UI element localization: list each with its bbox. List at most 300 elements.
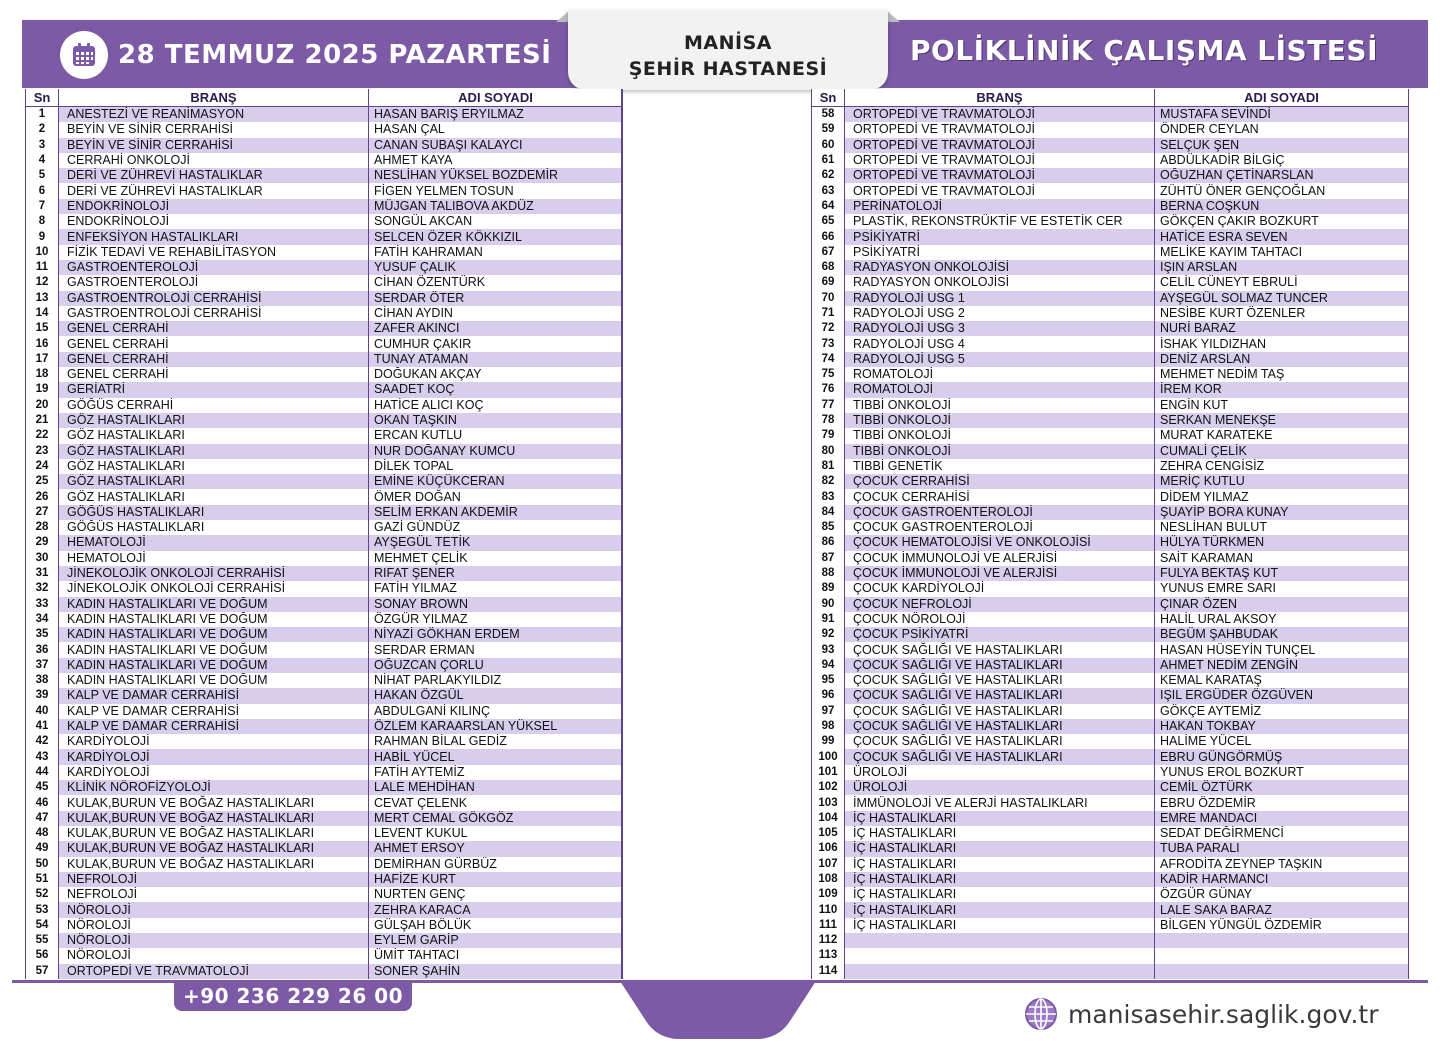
doctor-name-cell: NESLİHAN YÜKSEL BOZDEMİR <box>369 168 623 183</box>
branch-cell: ÇOCUK NÖROLOJİ <box>845 612 1155 627</box>
table-row <box>26 627 623 642</box>
branch-cell: ÇOCUK KARDİYOLOJİ <box>845 581 1155 596</box>
row-number: 89 <box>812 581 845 596</box>
row-number: 55 <box>26 933 59 948</box>
branch-cell: ÇOCUK İMMUNOLOJİ VE ALERJİSİ <box>845 566 1155 581</box>
branch-cell: NÖROLOJİ <box>59 902 369 917</box>
table-row <box>812 505 1409 520</box>
branch-cell: GENEL CERRAHİ <box>59 367 369 382</box>
branch-cell: TIBBİ ONKOLOJİ <box>845 413 1155 428</box>
globe-icon <box>1024 997 1058 1031</box>
doctor-name-cell: LALE SAKA BARAZ <box>1155 902 1409 917</box>
branch-cell: GÖZ HASTALIKLARI <box>59 474 369 489</box>
date-block <box>60 28 551 82</box>
doctor-name-cell: YUNUS EMRE SARI <box>1155 581 1409 596</box>
table-row <box>26 551 623 566</box>
hospital-name-line1: MANİSA <box>684 32 772 54</box>
branch-cell: ENFEKSİYON HASTALIKLARI <box>59 229 369 244</box>
doctor-name-cell: TUBA PARALI <box>1155 841 1409 856</box>
doctor-name-cell: CUMHUR ÇAKIR <box>369 336 623 351</box>
doctor-name-cell: BERNA COŞKUN <box>1155 199 1409 214</box>
branch-cell: KULAK,BURUN VE BOĞAZ HASTALIKLARI <box>59 826 369 841</box>
doctor-name-cell: SERKAN MENEKŞE <box>1155 413 1409 428</box>
doctor-name-cell: SEDAT DEĞİRMENCİ <box>1155 826 1409 841</box>
row-number: 63 <box>812 183 845 198</box>
table-row <box>812 933 1409 948</box>
doctor-name-cell: İSHAK YILDIZHAN <box>1155 336 1409 351</box>
doctor-name-cell: SAADET KOÇ <box>369 382 623 397</box>
row-number: 92 <box>812 627 845 642</box>
table-row <box>812 382 1409 397</box>
row-number: 19 <box>26 382 59 397</box>
table-row <box>812 841 1409 856</box>
row-number: 64 <box>812 199 845 214</box>
table-row <box>812 168 1409 183</box>
table-row <box>26 918 623 933</box>
branch-cell: RADYOLOJİ USG 3 <box>845 321 1155 336</box>
doctor-name-cell: SAİT KARAMAN <box>1155 551 1409 566</box>
row-number: 20 <box>26 398 59 413</box>
doctor-name-cell: HASAN ÇAL <box>369 122 623 137</box>
branch-cell: KARDİYOLOJİ <box>59 765 369 780</box>
table-row <box>26 688 623 703</box>
doctor-name-cell: BİLGEN YÜNGÜL ÖZDEMİR <box>1155 918 1409 933</box>
row-number: 41 <box>26 719 59 734</box>
row-number: 32 <box>26 581 59 596</box>
branch-cell: GENEL CERRAHİ <box>59 352 369 367</box>
doctor-name-cell: MEHMET NEDİM TAŞ <box>1155 367 1409 382</box>
doctor-name-cell: HALİME YÜCEL <box>1155 734 1409 749</box>
table-row <box>26 444 623 459</box>
doctor-name-cell: SELCEN ÖZER KÖKKIZIL <box>369 229 623 244</box>
row-number: 31 <box>26 566 59 581</box>
branch-cell: İÇ HASTALIKLARI <box>845 826 1155 841</box>
table-row <box>812 214 1409 229</box>
row-number: 59 <box>812 122 845 137</box>
table-row <box>812 138 1409 153</box>
center-blank-column <box>621 89 812 979</box>
branch-cell: ÇOCUK GASTROENTEROLOJİ <box>845 520 1155 535</box>
branch-cell: KULAK,BURUN VE BOĞAZ HASTALIKLARI <box>59 857 369 872</box>
table-row <box>26 535 623 550</box>
branch-cell: ÜROLOJİ <box>845 765 1155 780</box>
doctor-name-cell: ENGİN KUT <box>1155 398 1409 413</box>
doctor-name-cell: FİGEN YELMEN TOSUN <box>369 183 623 198</box>
table-row <box>26 826 623 841</box>
branch-cell: NEFROLOJİ <box>59 887 369 902</box>
branch-cell: ÇOCUK SAĞLIĞI VE HASTALIKLARI <box>845 642 1155 657</box>
doctor-name-cell: ÖZGÜR YILMAZ <box>369 612 623 627</box>
branch-cell: İMMÜNOLOJİ VE ALERJİ HASTALIKLARI <box>845 795 1155 810</box>
doctor-name-cell: NİYAZİ GÖKHAN ERDEM <box>369 627 623 642</box>
table-row <box>812 918 1409 933</box>
table-row <box>812 688 1409 703</box>
table-row <box>812 581 1409 596</box>
row-number: 62 <box>812 168 845 183</box>
table-row <box>812 551 1409 566</box>
table-row <box>26 719 623 734</box>
doctor-name-cell: DİDEM YILMAZ <box>1155 489 1409 504</box>
row-number: 85 <box>812 520 845 535</box>
branch-cell: PSİKİYATRİ <box>845 229 1155 244</box>
doctor-name-cell: NESİBE KURT ÖZENLER <box>1155 306 1409 321</box>
table-row <box>26 964 623 979</box>
table-row <box>26 749 623 764</box>
table-row <box>812 887 1409 902</box>
branch-cell: GÖĞÜS CERRAHİ <box>59 398 369 413</box>
branch-cell: ÇOCUK SAĞLIĞI VE HASTALIKLARI <box>845 749 1155 764</box>
row-number: 7 <box>26 199 59 214</box>
doctor-name-cell: EBRU GÜNGÖRMÜŞ <box>1155 749 1409 764</box>
table-row <box>26 413 623 428</box>
row-number: 16 <box>26 336 59 351</box>
row-number: 86 <box>812 535 845 550</box>
table-row <box>26 872 623 887</box>
table-row <box>812 291 1409 306</box>
footer-center-tab <box>620 981 816 1041</box>
table-row <box>812 260 1409 275</box>
row-number: 77 <box>812 398 845 413</box>
doctor-name-cell: BEGÜM ŞAHBUDAK <box>1155 627 1409 642</box>
table-row <box>812 658 1409 673</box>
doctor-name-cell: ÖMER DOĞAN <box>369 489 623 504</box>
doctor-name-cell: GÖKÇE AYTEMİZ <box>1155 704 1409 719</box>
doctor-name-cell: CEVAT ÇELENK <box>369 795 623 810</box>
calendar-icon <box>60 31 108 79</box>
row-number: 8 <box>26 214 59 229</box>
table-row <box>812 520 1409 535</box>
row-number: 29 <box>26 535 59 550</box>
row-number: 23 <box>26 444 59 459</box>
table-row <box>26 673 623 688</box>
doctor-name-cell: SELİM ERKAN AKDEMİR <box>369 505 623 520</box>
row-number: 37 <box>26 658 59 673</box>
row-number: 75 <box>812 367 845 382</box>
branch-cell: GASTROENTEROLOJİ <box>59 260 369 275</box>
table-row <box>26 597 623 612</box>
table-row <box>812 826 1409 841</box>
branch-cell: İÇ HASTALIKLARI <box>845 918 1155 933</box>
branch-cell: GÖZ HASTALIKLARI <box>59 413 369 428</box>
doctor-name-cell: GÜLŞAH BÖLÜK <box>369 918 623 933</box>
table-row <box>26 642 623 657</box>
table-row <box>26 122 623 137</box>
branch-cell: BEYİN VE SİNİR CERRAHİSİ <box>59 122 369 137</box>
row-number: 100 <box>812 749 845 764</box>
doctor-name-cell: YUNUS EROL BOZKURT <box>1155 765 1409 780</box>
row-number: 94 <box>812 658 845 673</box>
table-row <box>26 765 623 780</box>
doctor-name-cell: ZAFER AKINCI <box>369 321 623 336</box>
row-number: 98 <box>812 719 845 734</box>
row-number: 79 <box>812 428 845 443</box>
doctor-name-cell: DENİZ ARSLAN <box>1155 352 1409 367</box>
tab-fold-right <box>886 10 900 22</box>
doctor-name-cell: GÖKÇEN ÇAKIR BOZKURT <box>1155 214 1409 229</box>
branch-cell: TIBBİ ONKOLOJİ <box>845 444 1155 459</box>
row-number: 81 <box>812 459 845 474</box>
doctor-name-cell <box>1155 964 1409 979</box>
branch-cell: GÖĞÜS HASTALIKLARI <box>59 520 369 535</box>
row-number: 108 <box>812 872 845 887</box>
doctor-name-cell <box>1155 933 1409 948</box>
row-number: 27 <box>26 505 59 520</box>
row-number: 68 <box>812 260 845 275</box>
branch-cell: FİZİK TEDAVİ VE REHABİLİTASYON <box>59 245 369 260</box>
doctor-name-cell: ÜMİT TAHTACI <box>369 948 623 963</box>
branch-cell: HEMATOLOJİ <box>59 551 369 566</box>
table-row <box>812 229 1409 244</box>
table-row <box>26 153 623 168</box>
phone-number[interactable]: +90 236 229 26 00 <box>174 981 412 1011</box>
table-row <box>812 704 1409 719</box>
table-row <box>26 811 623 826</box>
doctor-name-cell: HALİL URAL AKSOY <box>1155 612 1409 627</box>
table-row <box>26 229 623 244</box>
row-number: 34 <box>26 612 59 627</box>
branch-cell: ÇOCUK CERRAHİSİ <box>845 474 1155 489</box>
doctor-name-cell: FATİH YILMAZ <box>369 581 623 596</box>
row-number: 1 <box>26 107 59 123</box>
branch-cell: KADIN HASTALIKLARI VE DOĞUM <box>59 597 369 612</box>
table-row <box>26 520 623 535</box>
row-number: 71 <box>812 306 845 321</box>
row-number: 54 <box>26 918 59 933</box>
doctor-name-cell: ABDULGANİ KILINÇ <box>369 704 623 719</box>
row-number: 60 <box>812 138 845 153</box>
table-row <box>26 398 623 413</box>
doctor-name-cell: AHMET NEDİM ZENGİN <box>1155 658 1409 673</box>
branch-cell: JİNEKOLOJİK ONKOLOJİ CERRAHİSİ <box>59 581 369 596</box>
list-title: POLİKLİNİK ÇALIŞMA LİSTESİ <box>910 34 1378 67</box>
doctor-name-cell: HÜLYA TÜRKMEN <box>1155 535 1409 550</box>
doctor-name-cell: NİHAT PARLAKYILDIZ <box>369 673 623 688</box>
row-number: 110 <box>812 902 845 917</box>
table-row <box>26 214 623 229</box>
doctor-name-cell: EYLEM GARİP <box>369 933 623 948</box>
table-row <box>812 948 1409 963</box>
col-header-name: ADI SOYADI <box>369 89 623 107</box>
doctor-name-cell: AHMET KAYA <box>369 153 623 168</box>
doctor-name-cell: ŞUAYİP BORA KUNAY <box>1155 505 1409 520</box>
doctor-name-cell: YUSUF ÇALIK <box>369 260 623 275</box>
doctor-name-cell: MÜJGAN TALIBOVA AKDÜZ <box>369 199 623 214</box>
table-row <box>812 872 1409 887</box>
branch-cell: DERİ VE ZÜHREVİ HASTALIKLAR <box>59 183 369 198</box>
row-number: 43 <box>26 749 59 764</box>
branch-cell: RADYASYON ONKOLOJİSİ <box>845 275 1155 290</box>
row-number: 99 <box>812 734 845 749</box>
table-row <box>26 489 623 504</box>
row-number: 102 <box>812 780 845 795</box>
branch-cell: GÖZ HASTALIKLARI <box>59 444 369 459</box>
row-number: 114 <box>812 964 845 979</box>
branch-cell: ORTOPEDİ VE TRAVMATOLOJİ <box>845 138 1155 153</box>
table-row <box>812 245 1409 260</box>
doctor-name-cell: ZEHRA KARACA <box>369 902 623 917</box>
doctor-name-cell: SONER ŞAHİN <box>369 964 623 979</box>
branch-cell: PSİKİYATRİ <box>845 245 1155 260</box>
table-row <box>26 795 623 810</box>
doctor-name-cell: EMİNE KÜÇÜKCERAN <box>369 474 623 489</box>
schedule-table-right <box>811 89 1409 979</box>
table-row <box>26 581 623 596</box>
row-number: 66 <box>812 229 845 244</box>
row-number: 47 <box>26 811 59 826</box>
table-row <box>812 749 1409 764</box>
branch-cell: İÇ HASTALIKLARI <box>845 857 1155 872</box>
branch-cell: ÇOCUK CERRAHİSİ <box>845 489 1155 504</box>
table-row <box>812 367 1409 382</box>
row-number: 33 <box>26 597 59 612</box>
doctor-name-cell: CELİL CÜNEYT EBRULİ <box>1155 275 1409 290</box>
table-row <box>812 413 1409 428</box>
doctor-name-cell: KADİR HARMANCI <box>1155 872 1409 887</box>
table-row <box>26 199 623 214</box>
row-number: 113 <box>812 948 845 963</box>
branch-cell: ORTOPEDİ VE TRAVMATOLOJİ <box>845 168 1155 183</box>
table-row <box>812 673 1409 688</box>
col-header-sn: Sn <box>26 89 59 107</box>
doctor-name-cell: GAZİ GÜNDÜZ <box>369 520 623 535</box>
branch-cell: TIBBİ ONKOLOJİ <box>845 428 1155 443</box>
table-row <box>812 964 1409 979</box>
table-row <box>812 566 1409 581</box>
branch-cell: KALP VE DAMAR CERRAHİSİ <box>59 688 369 703</box>
branch-cell: KADIN HASTALIKLARI VE DOĞUM <box>59 658 369 673</box>
branch-cell: CERRAHİ ONKOLOJİ <box>59 153 369 168</box>
row-number: 109 <box>812 887 845 902</box>
table-row <box>812 275 1409 290</box>
hospital-name-box <box>568 10 888 90</box>
branch-cell: NÖROLOJİ <box>59 948 369 963</box>
table-row <box>812 352 1409 367</box>
doctor-name-cell: SONGÜL AKCAN <box>369 214 623 229</box>
website-text: manisasehir.saglik.gov.tr <box>1068 999 1379 1029</box>
branch-cell <box>845 964 1155 979</box>
doctor-name-cell: HASAN BARIŞ ERYILMAZ <box>369 107 623 123</box>
branch-cell: GASTROENTEROLOJİ <box>59 275 369 290</box>
row-number: 65 <box>812 214 845 229</box>
table-row <box>26 857 623 872</box>
doctor-name-cell: OKAN TAŞKIN <box>369 413 623 428</box>
table-row <box>812 459 1409 474</box>
doctor-name-cell: LEVENT KUKUL <box>369 826 623 841</box>
doctor-name-cell: CEMİL ÖZTÜRK <box>1155 780 1409 795</box>
col-header-sn: Sn <box>812 89 845 107</box>
doctor-name-cell: ZÜHTÜ ÖNER GENÇOĞLAN <box>1155 183 1409 198</box>
branch-cell: JİNEKOLOJİK ONKOLOJİ CERRAHİSİ <box>59 566 369 581</box>
row-number: 88 <box>812 566 845 581</box>
row-number: 105 <box>812 826 845 841</box>
branch-cell: KALP VE DAMAR CERRAHİSİ <box>59 719 369 734</box>
table-row <box>26 428 623 443</box>
branch-cell: İÇ HASTALIKLARI <box>845 811 1155 826</box>
doctor-name-cell: OĞUZCAN ÇORLU <box>369 658 623 673</box>
row-number: 5 <box>26 168 59 183</box>
doctor-name-cell: ÖZGÜR GÜNAY <box>1155 887 1409 902</box>
row-number: 46 <box>26 795 59 810</box>
branch-cell: GENEL CERRAHİ <box>59 336 369 351</box>
row-number: 30 <box>26 551 59 566</box>
branch-cell: ENDOKRİNOLOJİ <box>59 199 369 214</box>
branch-cell: KULAK,BURUN VE BOĞAZ HASTALIKLARI <box>59 841 369 856</box>
row-number: 18 <box>26 367 59 382</box>
table-row <box>812 107 1409 123</box>
branch-cell: ORTOPEDİ VE TRAVMATOLOJİ <box>845 107 1155 123</box>
branch-cell: KARDİYOLOJİ <box>59 749 369 764</box>
table-row <box>812 857 1409 872</box>
table-row <box>812 336 1409 351</box>
row-number: 42 <box>26 734 59 749</box>
table-row <box>812 321 1409 336</box>
branch-cell: ÜROLOJİ <box>845 780 1155 795</box>
table-row <box>26 321 623 336</box>
row-number: 49 <box>26 841 59 856</box>
table-row <box>812 902 1409 917</box>
table-row <box>26 275 623 290</box>
doctor-name-cell: EBRU ÖZDEMİR <box>1155 795 1409 810</box>
row-number: 48 <box>26 826 59 841</box>
branch-cell: KALP VE DAMAR CERRAHİSİ <box>59 704 369 719</box>
table-row <box>26 245 623 260</box>
table-row <box>26 107 623 123</box>
doctor-name-cell: IŞIL ERGÜDER ÖZGÜVEN <box>1155 688 1409 703</box>
row-number: 14 <box>26 306 59 321</box>
row-number: 11 <box>26 260 59 275</box>
branch-cell: ÇOCUK SAĞLIĞI VE HASTALIKLARI <box>845 658 1155 673</box>
doctor-name-cell: NESLİHAN BULUT <box>1155 520 1409 535</box>
doctor-name-cell: DEMİRHAN GÜRBÜZ <box>369 857 623 872</box>
table-row <box>26 887 623 902</box>
branch-cell: KARDİYOLOJİ <box>59 734 369 749</box>
row-number: 28 <box>26 520 59 535</box>
table-row <box>812 627 1409 642</box>
row-number: 15 <box>26 321 59 336</box>
branch-cell: ENDOKRİNOLOJİ <box>59 214 369 229</box>
row-number: 104 <box>812 811 845 826</box>
table-row <box>26 459 623 474</box>
branch-cell: GERİATRİ <box>59 382 369 397</box>
row-number: 38 <box>26 673 59 688</box>
website-link[interactable] <box>1024 996 1379 1032</box>
table-row <box>812 489 1409 504</box>
doctor-name-cell: KEMAL KARATAŞ <box>1155 673 1409 688</box>
branch-cell: ÇOCUK PSİKİYATRİ <box>845 627 1155 642</box>
branch-cell: GASTROENTROLOJİ CERRAHİSİ <box>59 291 369 306</box>
branch-cell: PLASTİK, REKONSTRÜKTİF VE ESTETİK CER <box>845 214 1155 229</box>
table-row <box>812 811 1409 826</box>
branch-cell: NÖROLOJİ <box>59 918 369 933</box>
table-row <box>812 612 1409 627</box>
branch-cell: RADYOLOJİ USG 5 <box>845 352 1155 367</box>
row-number: 26 <box>26 489 59 504</box>
doctor-name-cell: ZEHRA CENGİSİZ <box>1155 459 1409 474</box>
doctor-name-cell: SERDAR ÖTER <box>369 291 623 306</box>
row-number: 4 <box>26 153 59 168</box>
doctor-name-cell: SONAY BROWN <box>369 597 623 612</box>
col-header-name: ADI SOYADI <box>1155 89 1409 107</box>
table-row <box>812 122 1409 137</box>
row-number: 57 <box>26 964 59 979</box>
branch-cell: ÇOCUK SAĞLIĞI VE HASTALIKLARI <box>845 673 1155 688</box>
row-number: 51 <box>26 872 59 887</box>
branch-cell: RADYOLOJİ USG 4 <box>845 336 1155 351</box>
table-row <box>26 306 623 321</box>
table-row <box>812 535 1409 550</box>
table-row <box>812 183 1409 198</box>
branch-cell: RADYOLOJİ USG 1 <box>845 291 1155 306</box>
